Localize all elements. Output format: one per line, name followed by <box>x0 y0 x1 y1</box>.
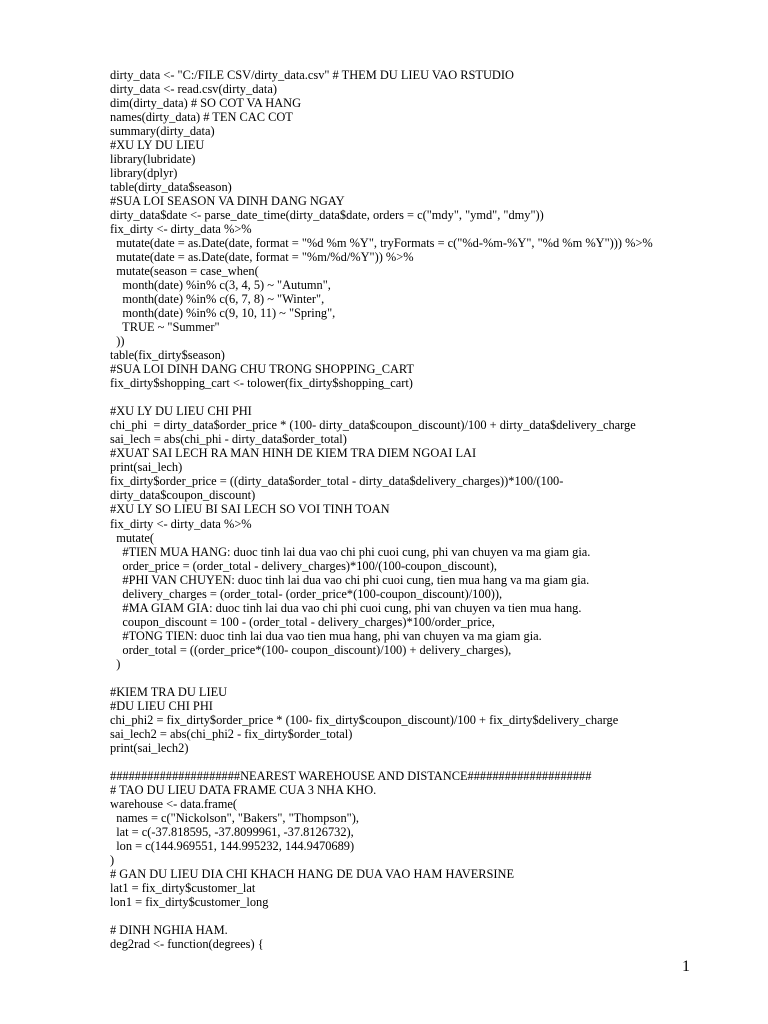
code-line: summary(dirty_data) <box>110 124 215 139</box>
code-line: warehouse <- data.frame( <box>110 796 238 811</box>
code-line: ) <box>110 656 121 671</box>
code-line: library(dplyr) <box>110 166 178 181</box>
code-line: #MA GIAM GIA: duoc tinh lai dua vao chi phi cuoi cung, phi van chuyen va tien mua hang. <box>110 600 582 615</box>
code-line: #XU LY SO LIEU BI SAI LECH SO VOI TINH TOAN <box>110 502 390 517</box>
code-line: #####################NEAREST WAREHOUSE AND DISTANCE#################### <box>110 768 592 783</box>
code-line <box>110 390 730 404</box>
code-line: mutate(date = as.Date(date, format = "%m/%d/%Y")) %>% <box>110 250 414 265</box>
code-line: lon1 = fix_dirty$customer_long <box>110 894 269 909</box>
code-line: order_price = (order_total - delivery_charges)*100/(100-coupon_discount), <box>110 558 497 573</box>
code-line: #KIEM TRA DU LIEU <box>110 684 228 699</box>
code-line: # GAN DU LIEU DIA CHI KHACH HANG DE DUA VAO HAM HAVERSINE <box>110 866 515 881</box>
code-line: # DINH NGHIA HAM. <box>110 922 228 937</box>
code-line: sai_lech = abs(chi_phi - dirty_data$order_total) <box>110 432 347 447</box>
code-line: order_total = ((order_price*(100- coupon_discount)/100) + delivery_charges), <box>110 642 512 657</box>
code-line: month(date) %in% c(6, 7, 8) ~ "Winter", <box>110 292 325 307</box>
code-line: #XU LY DU LIEU <box>110 138 205 153</box>
code-line <box>110 755 730 769</box>
code-line: coupon_discount = 100 - (order_total - delivery_charges)*100/order_price, <box>110 614 495 629</box>
code-line: chi_phi2 = fix_dirty$order_price * (100- fix_dirty$coupon_discount)/100 + fix_dirty$delivery_charge <box>110 712 619 727</box>
code-line: dirty_data$coupon_discount) <box>110 488 256 503</box>
code-line: mutate(date = as.Date(date, format = "%d %m %Y", tryFormats = c("%d-%m-%Y", "%d %m %Y"))) %>% <box>110 236 653 251</box>
code-line: # TAO DU LIEU DATA FRAME CUA 3 NHA KHO. <box>110 782 377 797</box>
code-line: fix_dirty <- dirty_data %>% <box>110 516 252 531</box>
code-line: lon = c(144.969551, 144.995232, 144.9470689) <box>110 838 355 853</box>
code-line: fix_dirty$shopping_cart <- tolower(fix_dirty$shopping_cart) <box>110 376 413 391</box>
code-line: dim(dirty_data) # SO COT VA HANG <box>110 96 302 111</box>
code-line: dirty_data <- read.csv(dirty_data) <box>110 82 277 97</box>
code-line: sai_lech2 = abs(chi_phi2 - fix_dirty$order_total) <box>110 726 353 741</box>
code-line: TRUE ~ "Summer" <box>110 320 220 335</box>
code-line: month(date) %in% c(3, 4, 5) ~ "Autumn", <box>110 278 331 293</box>
code-line: #PHI VAN CHUYEN: duoc tinh lai dua vao chi phi cuoi cung, tien mua hang va ma giam gia. <box>110 572 590 587</box>
code-line: #TIEN MUA HANG: duoc tinh lai dua vao chi phi cuoi cung, phi van chuyen va ma giam gia. <box>110 544 591 559</box>
code-line: lat = c(-37.818595, -37.8099961, -37.8126732), <box>110 824 354 839</box>
code-line: fix_dirty <- dirty_data %>% <box>110 222 252 237</box>
code-line: print(sai_lech2) <box>110 740 189 755</box>
code-line: #XUAT SAI LECH RA MAN HINH DE KIEM TRA DIEM NGOAI LAI <box>110 446 477 461</box>
code-line: )) <box>110 334 125 349</box>
code-line: names(dirty_data) # TEN CAC COT <box>110 110 293 125</box>
code-line: #SUA LOI SEASON VA DINH DANG NGAY <box>110 194 345 209</box>
code-line: fix_dirty$order_price = ((dirty_data$order_total - dirty_data$delivery_charges))*100/(100- <box>110 474 564 489</box>
code-line: #SUA LOI DINH DANG CHU TRONG SHOPPING_CART <box>110 362 414 377</box>
code-line: deg2rad <- function(degrees) { <box>110 936 264 951</box>
code-line: print(sai_lech) <box>110 460 183 475</box>
code-line: mutate( <box>110 530 155 545</box>
code-line: library(lubridate) <box>110 152 196 167</box>
page-number: 1 <box>682 958 690 975</box>
code-line: month(date) %in% c(9, 10, 11) ~ "Spring", <box>110 306 336 321</box>
code-line: lat1 = fix_dirty$customer_lat <box>110 880 256 895</box>
code-line: names = c("Nickolson", "Bakers", "Thompson"), <box>110 810 359 825</box>
code-listing <box>110 68 730 951</box>
code-line <box>110 671 730 685</box>
code-line <box>110 909 730 923</box>
code-line: #TONG TIEN: duoc tinh lai dua vao tien mua hang, phi van chuyen va ma giam gia. <box>110 628 542 643</box>
code-line: table(fix_dirty$season) <box>110 348 225 363</box>
code-line: table(dirty_data$season) <box>110 180 232 195</box>
code-line: chi_phi = dirty_data$order_price * (100- dirty_data$coupon_discount)/100 + dirty_data$delivery_charge <box>110 418 636 433</box>
code-line: ) <box>110 852 115 867</box>
code-line: #XU LY DU LIEU CHI PHI <box>110 404 252 419</box>
code-line: delivery_charges = (order_total- (order_price*(100-coupon_discount)/100)), <box>110 586 503 601</box>
code-line: mutate(season = case_when( <box>110 264 259 279</box>
code-line: #DU LIEU CHI PHI <box>110 698 213 713</box>
code-line: dirty_data <- "C:/FILE CSV/dirty_data.csv" # THEM DU LIEU VAO RSTUDIO <box>110 68 514 82</box>
code-line: dirty_data$date <- parse_date_time(dirty_data$date, orders = c("mdy", "ymd", "dmy")) <box>110 208 544 223</box>
